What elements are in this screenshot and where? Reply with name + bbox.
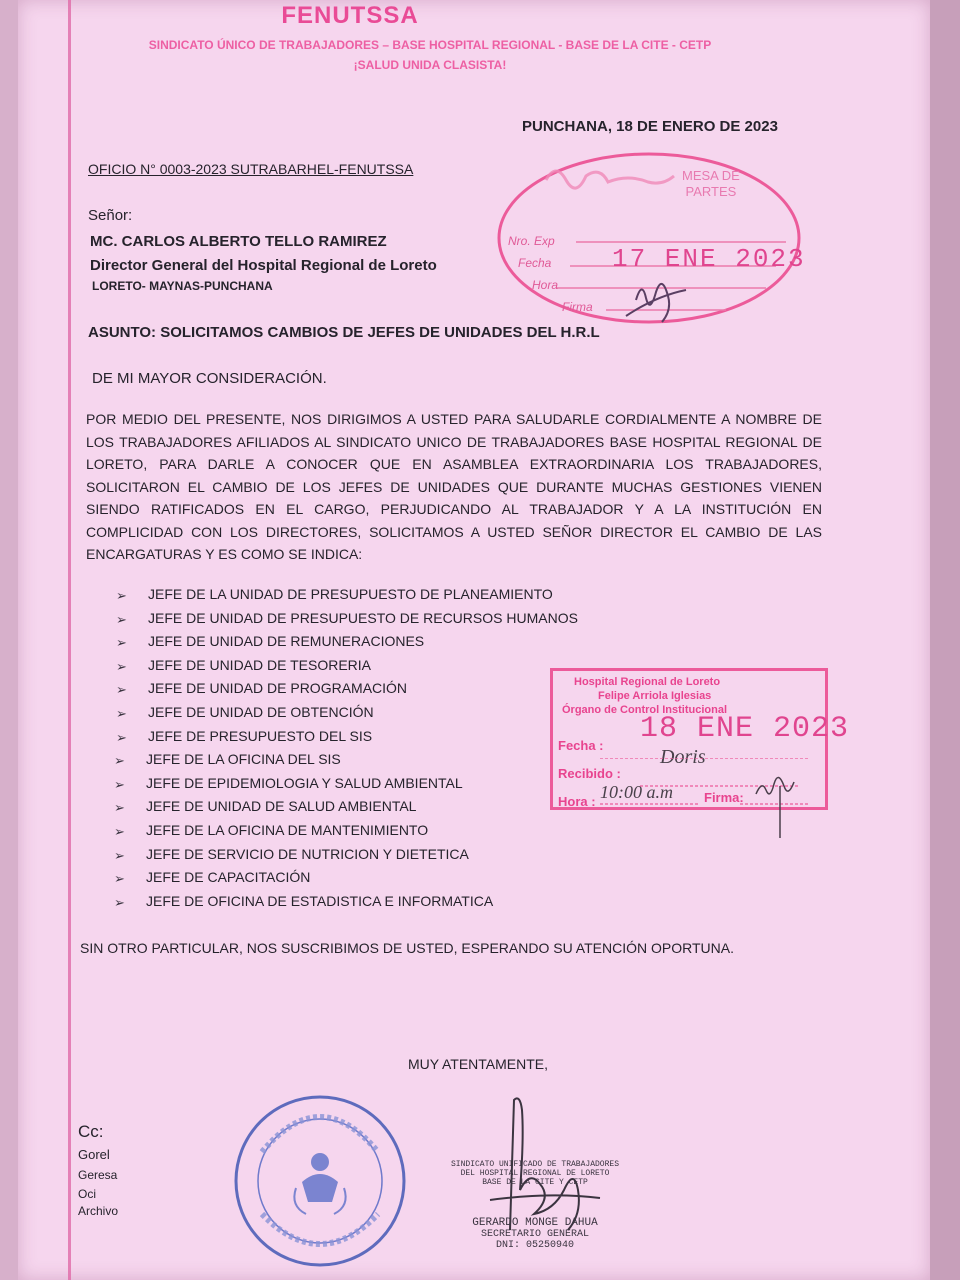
cc-item: Gorel	[78, 1147, 110, 1162]
greeting: DE MI MAYOR CONSIDERACIÓN.	[92, 370, 327, 387]
mesa-nro-label: Nro. Exp	[508, 234, 555, 248]
list-item: ➢ JEFE DE UNIDAD DE OBTENCIÓN	[116, 703, 374, 721]
list-item: ➢ JEFE DE OFICINA DE ESTADISTICA E INFORMATICA	[114, 892, 494, 910]
oci-stamp-line3: Órgano de Control Institucional	[562, 704, 727, 716]
signatory-name: GERARDO MONGE DAHUA	[472, 1217, 598, 1229]
arrow-bullet-icon: ➢	[114, 823, 125, 839]
list-item: ➢ JEFE DE UNIDAD DE TESORERIA	[116, 656, 372, 674]
list-item: ➢ JEFE DE PRESUPUESTO DEL SIS	[116, 727, 373, 745]
letterhead-subtitle: SINDICATO ÚNICO DE TRABAJADORES – BASE HOSPITAL REGIONAL - BASE DE LA CITE - CETP	[148, 38, 712, 52]
page-edge-right	[930, 0, 960, 1280]
arrow-bullet-icon: ➢	[116, 705, 127, 721]
page-edge-left	[0, 0, 18, 1280]
arrow-bullet-icon: ➢	[116, 611, 127, 627]
recipient-name: MC. CARLOS ALBERTO TELLO RAMIREZ	[90, 233, 387, 250]
cc-item: Archivo	[78, 1204, 119, 1218]
cc-item: Oci	[78, 1187, 96, 1201]
list-item: ➢ JEFE DE SERVICIO DE NUTRICION Y DIETETICA	[114, 845, 469, 863]
arrow-bullet-icon: ➢	[116, 658, 127, 674]
list-item: ➢ JEFE DE LA OFICINA DEL SIS	[114, 751, 341, 769]
salutation: Señor:	[88, 207, 133, 224]
cc-item: Geresa	[78, 1168, 118, 1182]
cc-label: Cc:	[78, 1122, 104, 1141]
mesa-fecha-label: Fecha	[518, 256, 552, 270]
recipient-title: Director General del Hospital Regional de Loreto	[90, 257, 437, 274]
list-item: ➢ JEFE DE UNIDAD DE PRESUPUESTO DE RECURSOS HUMANOS	[116, 609, 578, 627]
oci-fecha-value: 18 ENE 2023	[640, 712, 850, 746]
oci-stamp-line1: Hospital Regional de Loreto	[574, 676, 721, 688]
arrow-bullet-icon: ➢	[114, 847, 125, 863]
signatory-dni: DNI: 05250940	[495, 1240, 574, 1251]
signature-block: SINDICATO UNIFICADO DE TRABAJADORES DEL HOSPITAL REGIONAL DE LORETO BASE DE LA CITE Y CETP GERARDO MONGE DAHUA SECRETARIO GENERAL DNI: 05250940	[430, 1160, 640, 1251]
signatory-role: SECRETARIO GENERAL	[480, 1229, 590, 1240]
mesa-stamp-title: MESA DE PARTES	[682, 168, 740, 199]
subject-line: ASUNTO: SOLICITAMOS CAMBIOS DE JEFES DE UNIDADES DEL H.R.L	[88, 324, 600, 341]
list-item: ➢ JEFE DE LA UNIDAD DE PRESUPUESTO DE PLANEAMIENTO	[116, 586, 553, 603]
oci-stamp-lines	[600, 758, 826, 838]
list-item: ➢ JEFE DE UNIDAD DE SALUD AMBIENTAL	[114, 798, 417, 816]
oci-recibido-label: Recibido :	[558, 766, 621, 781]
farewell: MUY ATENTAMENTE,	[408, 1056, 549, 1072]
document-date: PUNCHANA, 18 DE ENERO DE 2023	[522, 118, 778, 135]
oci-fecha-label: Fecha :	[558, 738, 604, 753]
body-paragraph: POR MEDIO DEL PRESENTE, NOS DIRIGIMOS A USTED PARA SALUDARLE CORDIALMENTE A NOMBRE DE LOS TRABAJADORES AFILIADOS AL SINDICATO UNICO DE TRABAJADORES BASE HOSPITAL REGIONAL DE LORETO, PARA DARLE A CONOCER QUE EN ASAMBLEA EXTRAORDINARIA LOS TRABAJADORES, SOLICITARON EL CAMBIO DE LOS JEFES DE UNIDADES QUE DURANTE MUCHAS GESTIONES VIENEN SIENDO RATIFICADOS EN EL CARGO, PERJUDICANDO AL TRABAJADOR Y A LA INSTITUCIÓN EN COMPLICIDAD CON LOS DIRECTORES, SOLICITAMOS A USTED SEÑOR DIRECTOR EL CAMBIO DE LAS ENCARGATURAS Y ES COMO SE INDICA:	[86, 411, 822, 562]
list-item: ➢ JEFE DE UNIDAD DE PROGRAMACIÓN	[116, 680, 408, 698]
list-item: ➢ JEFE DE CAPACITACIÓN	[114, 869, 311, 887]
list-item: ➢ JEFE DE LA OFICINA DE MANTENIMIENTO	[114, 821, 429, 839]
mesa-fecha-value: 17 ENE 2023	[612, 244, 806, 274]
oci-firma-label: Firma:	[704, 790, 744, 805]
closing-line: SIN OTRO PARTICULAR, NOS SUSCRIBIMOS DE USTED, ESPERANDO SU ATENCIÓN OPORTUNA.	[80, 940, 734, 956]
arrow-bullet-icon: ➢	[116, 635, 127, 651]
position-list	[116, 586, 578, 916]
oci-hora-value: 10:00 a.m	[600, 782, 673, 802]
margin-line	[68, 0, 71, 1280]
mesa-firma-label: Firma	[562, 300, 593, 314]
arrow-bullet-icon: ➢	[114, 871, 125, 887]
letterhead-title: FENUTSSA	[281, 2, 419, 29]
arrow-bullet-icon: ➢	[116, 588, 127, 603]
list-item: ➢ JEFE DE EPIDEMIOLOGIA Y SALUD AMBIENTAL	[114, 774, 463, 792]
arrow-bullet-icon: ➢	[114, 894, 125, 910]
arrow-bullet-icon: ➢	[116, 682, 127, 698]
arrow-bullet-icon: ➢	[116, 729, 127, 745]
letterhead-motto: ¡SALUD UNIDA CLASISTA!	[353, 58, 507, 72]
arrow-bullet-icon: ➢	[114, 800, 125, 816]
oci-hora-label: Hora :	[558, 794, 596, 809]
union-seal-icon	[232, 1092, 408, 1270]
oci-stamp-line2: Felipe Arriola Iglesias	[598, 690, 712, 702]
oficio-number: OFICIO N° 0003-2023 SUTRABARHEL-FENUTSSA	[88, 161, 414, 177]
arrow-bullet-icon: ➢	[114, 776, 125, 792]
mesa-hora-label: Hora	[532, 278, 559, 292]
list-item: ➢ JEFE DE UNIDAD DE REMUNERACIONES	[116, 633, 425, 651]
oci-recibido-value: Doris	[660, 746, 706, 768]
arrow-bullet-icon: ➢	[114, 753, 125, 769]
recipient-location: LORETO- MAYNAS-PUNCHANA	[92, 279, 273, 293]
